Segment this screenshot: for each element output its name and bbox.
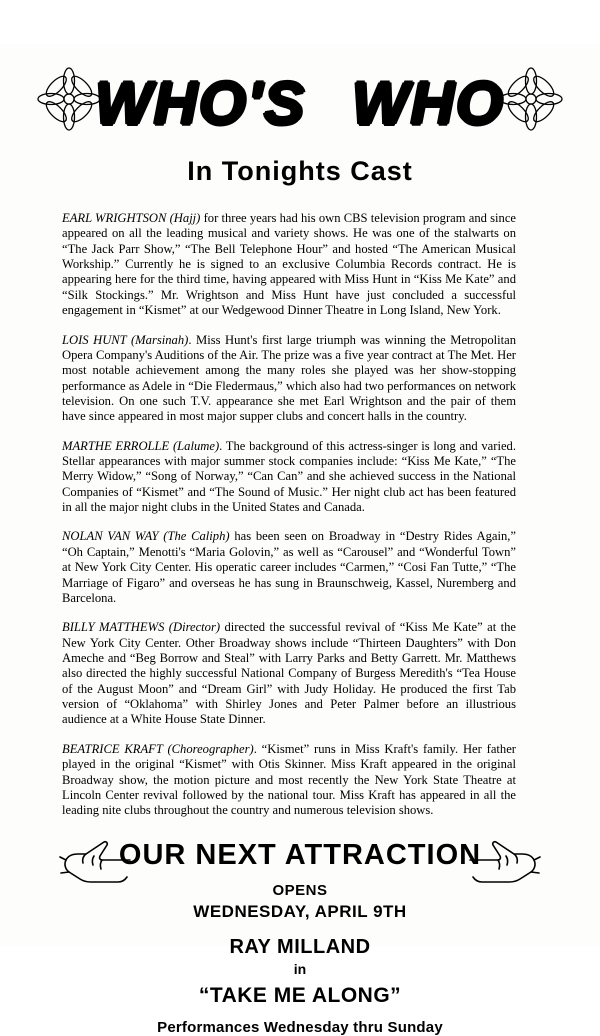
bio-text: for three years had his own CBS television program and since appeared on all the leading musical and variety shows. He was one of the stalwarts on “The Jack Parr Show,” “The Bell Telephone Hour” and hosted “The American Musical Workship.” Currently he is signed to an exclusive Columbia Records contract. He is appearing here for the third time, having appeared with Miss Hunt in “Kiss Me Kate” and “Silk Stockings.” Mr. Wrightson and Miss Hunt have just concluded a successful engagement in “Kismet” at our Wedgewood Dinner Theatre in Long Island, New York. xyxy=(62,211,517,318)
bio-text: . “Kismet” runs in Miss Kraft's family. Her father played in the original “Kismet” with Otis Skinner. Miss Kraft appeared in the original Broadway show, the motion picture and most recently the New York State Theatre at Lincoln Center revival followed by the national tour. Miss Kraft has appeared in all the leading nite clubs throughout the country and numerous television shows. xyxy=(62,741,516,818)
next-attraction-heading: OUR NEXT ATTRACTION xyxy=(118,838,482,871)
bio-name: BEATRICE KRAFT (Choreographer) xyxy=(62,741,254,756)
bio-text: . Miss Hunt's first large triumph was winning the Metropolitan Opera Company's Auditions of the Air. The prize was a five year contract at The Met. Her most notable achievement among the many roles she played was her show-stopping performance as Adele in “Die Fledermaus,” which also had two performances on network television. On one such T.V. appearance she met Earl Wrightson and the pair of them have since appeared in most major supper clubs and concert halls in the country. xyxy=(62,332,517,424)
bio-entry xyxy=(62,620,516,728)
opens-label: OPENS xyxy=(272,881,328,899)
page-title xyxy=(95,70,505,137)
bio-text: directed the successful revival of “Kiss Me Kate” at the New York City Center. Other Broadway shows include “Thirteen Daughters” with Don Ameche and “Beg Borrow and Steal” with Larry Parks and Betty Garrett. Mr. Matthews also directed the highly successful National Company of Burgess Meredith's “Tea House of the August Moon” and “Dream Girl” with Judy Holiday. He produced the first Tab version of “Oklahoma” with Shirley Jones and Peter Palmer before an illustrious audience at a White House State Dinner. xyxy=(62,620,516,727)
flower-ornament-icon xyxy=(498,66,564,132)
playbill-page xyxy=(0,44,600,1036)
pointing-hand-icon xyxy=(468,835,544,889)
bio-entry xyxy=(62,333,516,425)
bio-text: has been seen on Broadway in “Destry Rides Again,” “Oh Captain,” Menotti's “Maria Golovin,” as well as “Carousel” and “Wonderful Town” at New York City Center. His operatic career includes “Carmen,” “Cosi Fan Tutte,” “The Marriage of Figaro” and overseas he has sung in Braunschweig, Kassel, Nuremberg and Barcelona. xyxy=(62,529,517,605)
page-title-part1: WHO'S xyxy=(95,70,307,137)
opening-date: WEDNESDAY, APRIL 9TH xyxy=(193,902,407,922)
bio-entry xyxy=(62,211,516,319)
bio-entry xyxy=(62,742,516,819)
bio-name: MARTHE ERROLLE (Lalume) xyxy=(62,438,220,453)
in-label: in xyxy=(293,961,307,978)
bio-name: EARL WRIGHTSON (Hajj) xyxy=(62,211,201,225)
page-subtitle: In Tonights Cast xyxy=(187,156,413,186)
bio-text: . The background of this actress-singer is long and varied. Stellar appearances with major summer stock companies include: “Kiss Me Kate,” “The Merry Widow,” “Song of Norway,” “Can Can” and she achieved success in the National Companies of “Kismet” and “The Sound of Music.” Her night club act has been featured in all the major night clubs in the United States and Canada. xyxy=(62,438,516,515)
bio-name: NOLAN VAN WAY (The Caliph) xyxy=(62,529,230,544)
masthead xyxy=(0,44,600,164)
performance-schedule: Performances Wednesday thru Sunday xyxy=(157,1019,443,1036)
bio-name: BILLY MATTHEWS (Director) xyxy=(62,620,221,635)
flower-ornament-icon xyxy=(36,66,102,132)
next-show-title: “TAKE ME ALONG” xyxy=(198,983,402,1007)
featured-star: RAY MILLAND xyxy=(229,936,371,959)
page-title-part2: WHO xyxy=(352,70,505,137)
bio-name: LOIS HUNT (Marsinah) xyxy=(62,332,189,347)
pointing-hand-icon xyxy=(56,835,132,889)
bio-entry xyxy=(62,439,516,516)
cast-bios xyxy=(0,211,600,819)
bio-entry xyxy=(62,529,516,606)
next-attraction-section xyxy=(0,838,600,1036)
